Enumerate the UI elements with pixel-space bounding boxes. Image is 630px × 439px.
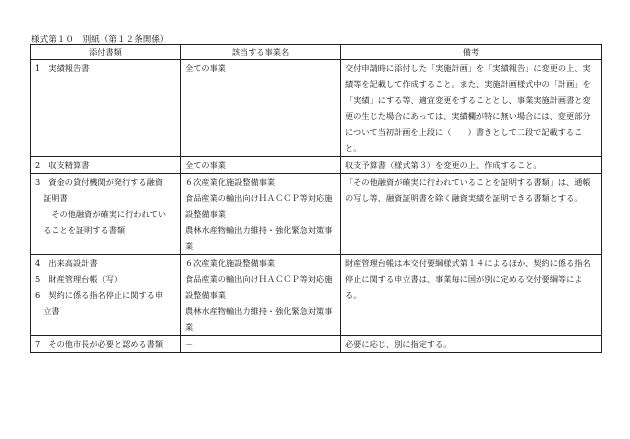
table-row xyxy=(31,255,602,336)
header-attachment: 添付書類 xyxy=(31,45,181,60)
table-row xyxy=(31,174,602,255)
attachment-line: 5 財産管理台帳（写） xyxy=(35,274,123,284)
form-caption: 様式第１０ 別紙（第１２条関係） xyxy=(31,35,169,45)
attachment-cell xyxy=(31,255,181,336)
project-name: 農林水産物輸出力維持・強化緊急対策事業 xyxy=(185,225,333,251)
project-cell xyxy=(181,60,341,157)
project-name: 食品産業の輸出向けＨＡＣＣＰ等対応施設整備事業 xyxy=(185,274,333,300)
project-cell xyxy=(181,336,341,353)
table-row xyxy=(31,60,602,157)
project-cell xyxy=(181,157,341,174)
attachment-line: ることを証明する書類 xyxy=(35,225,126,235)
remarks-cell: 「その他融資が確実に行われていることを証明する書類」は、通帳の写し等、融資証明書を除く融資実績を証明できる書類とする。 xyxy=(341,174,602,255)
project-name: 全ての事業 xyxy=(185,160,226,170)
remarks-cell: 収支予算書（様式第３）を変更の上、作成すること。 xyxy=(341,157,602,174)
table-header-row xyxy=(31,45,602,60)
attachment-line: 1 実績報告書 xyxy=(35,63,90,73)
attachment-line: 4 出来高設計書 xyxy=(35,258,98,268)
attachment-cell xyxy=(31,60,181,157)
project-cell xyxy=(181,255,341,336)
project-name: ６次産業化施設整備事業 xyxy=(185,258,276,268)
attachment-line: 7 その他市長が必要と認める書類 xyxy=(35,339,164,349)
remarks-cell: 必要に応じ、別に指定する。 xyxy=(341,336,602,353)
project-name: 食品産業の輸出向けＨＡＣＣＰ等対応施設整備事業 xyxy=(185,193,333,219)
project-name: 全ての事業 xyxy=(185,63,226,73)
attachment-cell xyxy=(31,157,181,174)
attachment-cell xyxy=(31,174,181,255)
project-cell xyxy=(181,174,341,255)
project-name: ６次産業化施設整備事業 xyxy=(185,177,276,187)
header-remarks: 備考 xyxy=(341,45,602,60)
attachment-line: 3 資金の貸付機関が発行する融資 xyxy=(35,177,164,187)
attachment-line: 2 収支精算書 xyxy=(35,160,90,170)
attachment-line: 証明書 xyxy=(35,193,68,203)
project-name: 農林水産物輸出力維持・強化緊急対策事業 xyxy=(185,306,333,332)
remarks-cell: 交付申請時に添付した「実施計画」を「実績報告」に変更の上、実績等を記載して作成すること。また、実施計画様式中の「計画」を「実績」にする等、適宜変更をすることとし、事業実施計画書と変更の生じた場合にあっては、実績欄が特に無い場合には、変更部分について当初計画を上段に（ ）書きとして二段で記載すること。 xyxy=(341,60,602,157)
attachment-line: 6 契約に係る指名停止に関する申 xyxy=(35,290,164,300)
attachment-line: 立書 xyxy=(35,306,60,316)
table-row xyxy=(31,336,602,353)
header-project: 該当する事業名 xyxy=(181,45,341,60)
remarks-cell: 財産管理台帳は本交付要綱様式第１４によるほか、契約に係る指名停止に関する申立書は、事業毎に国が別に定める交付要綱等による。 xyxy=(341,255,602,336)
project-name: － xyxy=(185,339,194,349)
attachment-line: その他融資が確実に行われてい xyxy=(35,209,167,219)
attachment-cell xyxy=(31,336,181,353)
attachment-table xyxy=(30,44,602,353)
table-row xyxy=(31,157,602,174)
